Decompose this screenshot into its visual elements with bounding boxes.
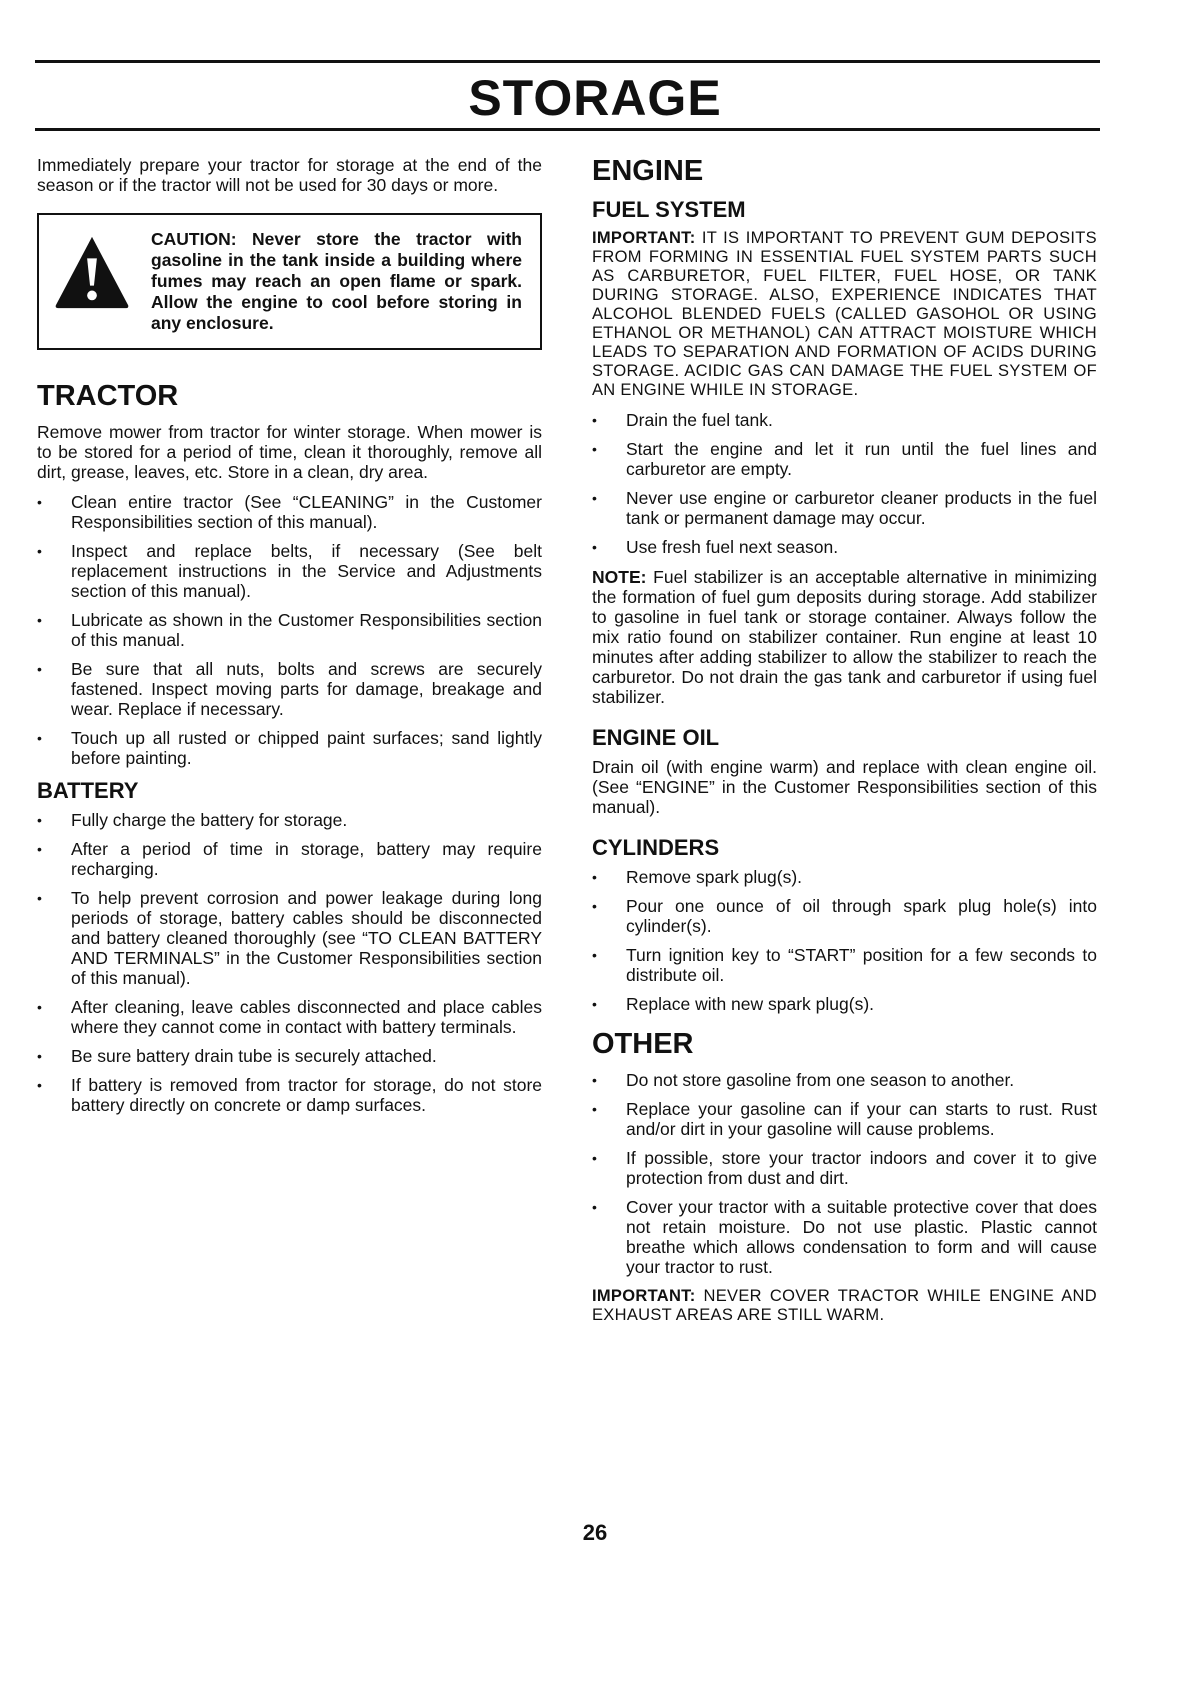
left-column — [37, 155, 542, 1125]
warning-icon — [53, 233, 131, 311]
list-item: • Lubricate as shown in the Customer Responsibilities section of this manual. — [37, 610, 542, 650]
important-text: NEVER COVER TRACTOR WHILE ENGINE AND EXHAUST AREAS ARE STILL WARM. — [592, 1287, 1097, 1324]
tractor-heading: TRACTOR — [37, 380, 179, 412]
list-item: • Replace your gasoline can if your can starts to rust. Rust and/or dirt in your gasoline will cause problems. — [592, 1099, 1097, 1139]
fuel-list — [592, 410, 1097, 557]
caution-box — [37, 213, 542, 350]
list-item: • After cleaning, leave cables disconnected and place cables where they cannot come in contact with battery terminals. — [37, 997, 542, 1037]
list-item: • To help prevent corrosion and power leakage during long periods of storage, battery cables should be disconnected and battery cleaned thoroughly (see “TO CLEAN BATTERY AND TERMINALS” in the Customer Responsibilities section of this manual). — [37, 888, 542, 988]
engine-oil-body: Drain oil (with engine warm) and replace with clean engine oil. (See “ENGINE” in the Customer Responsibilities section of this manual). — [592, 757, 1097, 817]
battery-list — [37, 810, 542, 1115]
page-number: 26 — [582, 1520, 608, 1545]
cylinders-list — [592, 867, 1097, 1014]
engine-heading: ENGINE — [592, 155, 704, 187]
list-item: • Turn ignition key to “START” position for a few seconds to distribute oil. — [592, 945, 1097, 985]
list-item: • Inspect and replace belts, if necessary (See belt replacement instructions in the Service and Adjustments section of this manual). — [37, 541, 542, 601]
list-item: • Be sure battery drain tube is securely attached. — [37, 1046, 542, 1066]
top-rule — [35, 60, 1100, 63]
list-item: • Drain the fuel tank. — [592, 410, 1097, 430]
intro-paragraph: Immediately prepare your tractor for storage at the end of the season or if the tractor will not be used for 30 days or more. — [37, 155, 542, 195]
list-item: • If battery is removed from tractor for storage, do not store battery directly on concrete or damp surfaces. — [37, 1075, 542, 1115]
list-item: • Fully charge the battery for storage. — [37, 810, 542, 830]
fuel-note — [592, 567, 1097, 707]
cylinders-heading: CYLINDERS — [592, 835, 720, 860]
caution-text: CAUTION: Never store the tractor with gasoline in the tank inside a building where fumes may reach an open flame or spark. Allow the engine to cool before storing in any enclosure. — [151, 229, 522, 333]
list-item: • Remove spark plug(s). — [592, 867, 1097, 887]
important-label: IMPORTANT: — [592, 229, 696, 247]
tractor-list — [37, 492, 542, 768]
list-item: • Clean entire tractor (See “CLEANING” in the Customer Responsibilities section of this manual). — [37, 492, 542, 532]
fuel-important — [592, 229, 1097, 400]
list-item: • Pour one ounce of oil through spark plug hole(s) into cylinder(s). — [592, 896, 1097, 936]
list-item: • Start the engine and let it run until the fuel lines and carburetor are empty. — [592, 439, 1097, 479]
list-item: • After a period of time in storage, battery may require recharging. — [37, 839, 542, 879]
list-item: • Do not store gasoline from one season to another. — [592, 1070, 1097, 1090]
list-item: • Be sure that all nuts, bolts and screws are securely fastened. Inspect moving parts for damage, breakage and wear. Replace if necessary. — [37, 659, 542, 719]
battery-heading: BATTERY — [37, 778, 139, 803]
list-item: • If possible, store your tractor indoors and cover it to give protection from dust and dirt. — [592, 1148, 1097, 1188]
note-text: Fuel stabilizer is an acceptable alternative in minimizing the formation of fuel gum deposits during storage. Add stabilizer to gasoline in fuel tank or storage container. Always follow the mix ratio found on stabilizer container. Run engine at least 10 minutes after adding stabilizer to allow the stabilizer to reach the carburetor. Do not drain the gas tank and carburetor if using fuel stabilizer. — [592, 567, 1097, 707]
list-item: • Cover your tractor with a suitable protective cover that does not retain moisture. Do not use plastic. Plastic cannot breathe which allows condensation to form and will cause your tractor to rust. — [592, 1197, 1097, 1277]
fuel-system-heading: FUEL SYSTEM — [592, 197, 746, 222]
other-heading: OTHER — [592, 1028, 694, 1060]
other-important — [592, 1287, 1097, 1325]
important-label: IMPORTANT: — [592, 1287, 696, 1305]
list-item: • Use fresh fuel next season. — [592, 537, 1097, 557]
other-list — [592, 1070, 1097, 1277]
note-label: NOTE: — [592, 567, 647, 587]
engine-oil-heading: ENGINE OIL — [592, 725, 720, 750]
list-item: • Touch up all rusted or chipped paint surfaces; sand lightly before painting. — [37, 728, 542, 768]
tractor-body: Remove mower from tractor for winter storage. When mower is to be stored for a period of time, clean it thoroughly, remove all dirt, grease, leaves, etc. Store in a clean, dry area. — [37, 422, 542, 482]
list-item: • Never use engine or carburetor cleaner products in the fuel tank or permanent damage may occur. — [592, 488, 1097, 528]
right-column — [592, 155, 1097, 1335]
page-title: STORAGE — [468, 70, 722, 126]
bottom-rule — [35, 128, 1100, 131]
important-text: IT IS IMPORTANT TO PREVENT GUM DEPOSITS FROM FORMING IN ESSENTIAL FUEL SYSTEM PARTS SUCH AS CARBURETOR, FUEL FILTER, FUEL HOSE, OR TANK DURING STORAGE. ALSO, EXPERIENCE INDICATES THAT ALCOHOL BLENDED FUELS (CALLED GASOHOL OR USING ETHANOL OR METHANOL) CAN ATTRACT MOISTURE WHICH LEADS TO SEPARATION AND FORMATION OF ACIDS DURING STORAGE. ACIDIC GAS CAN DAMAGE THE FUEL SYSTEM OF AN ENGINE WHILE IN STORAGE. — [592, 229, 1097, 399]
list-item: • Replace with new spark plug(s). — [592, 994, 1097, 1014]
